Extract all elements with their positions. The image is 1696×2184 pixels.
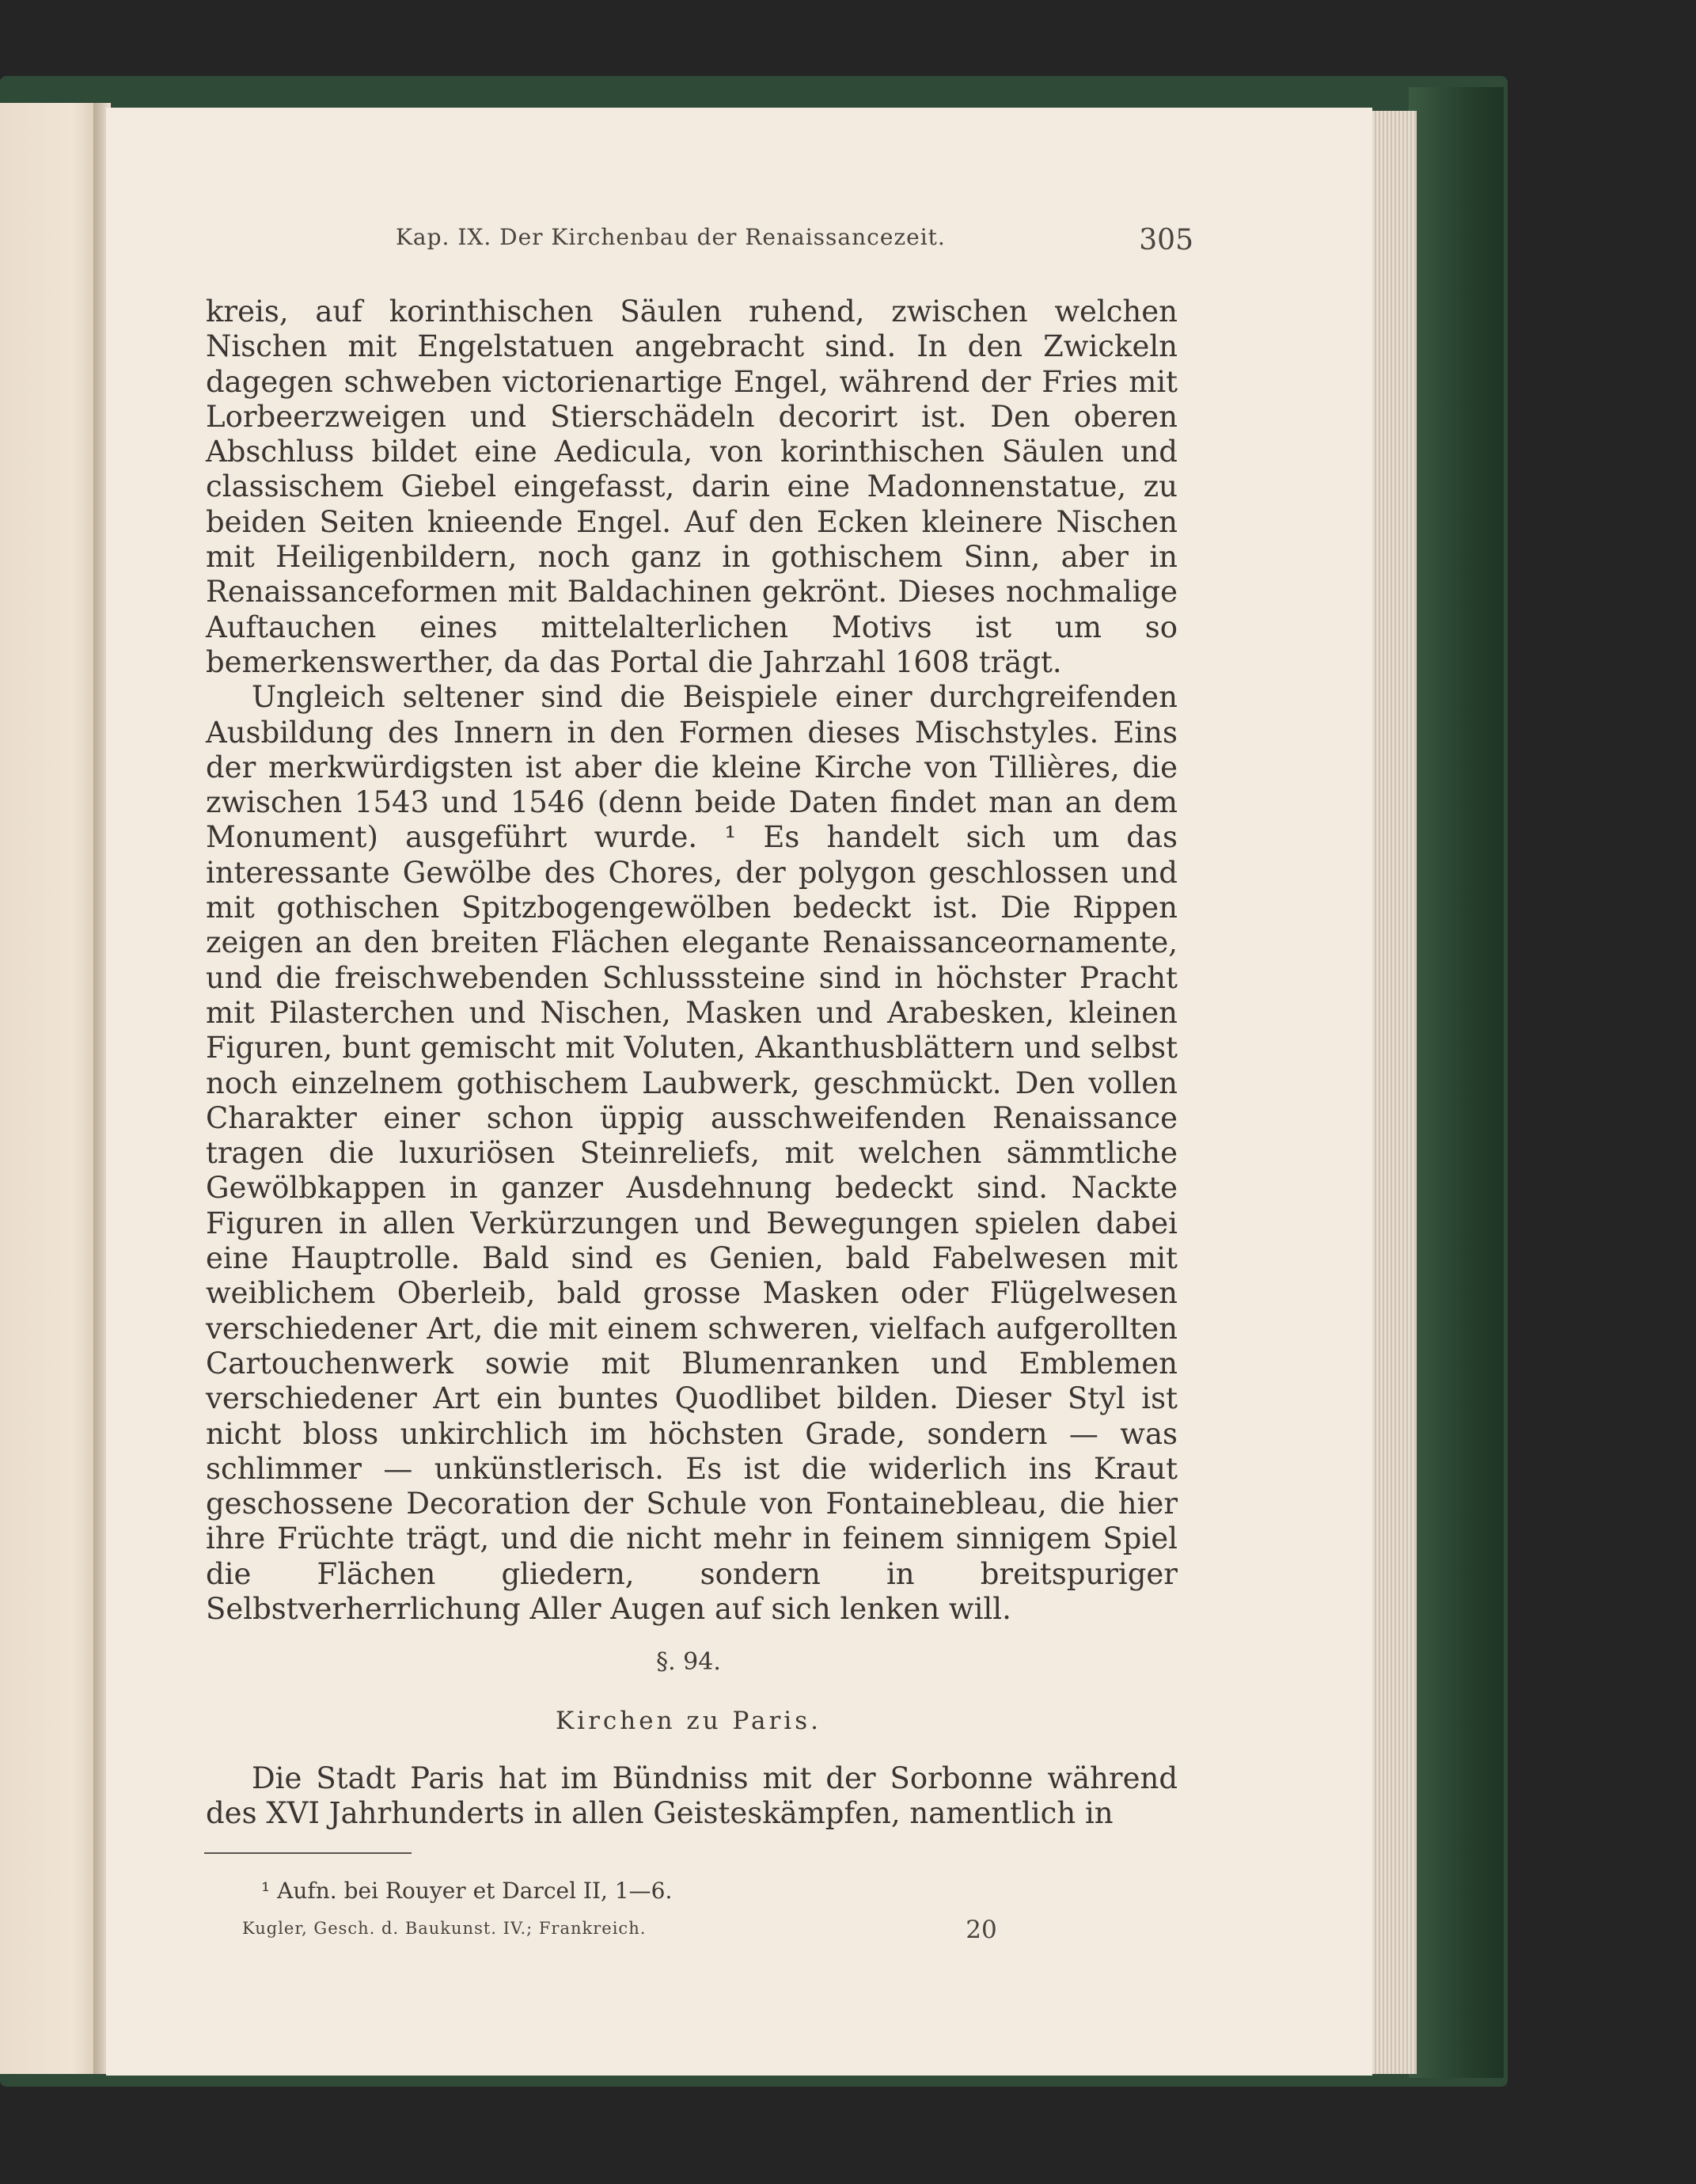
page-edges	[1372, 111, 1417, 2074]
section-title: Kirchen zu Paris.	[556, 1707, 821, 1735]
footnote: ¹ Aufn. bei Rouyer et Darcel II, 1—6.	[261, 1878, 673, 1904]
facing-page	[0, 103, 103, 2074]
paragraph: kreis, auf korinthischen Säulen ruhend, zwischen welchen Nischen mit Engelstatuen angebracht sind. In den Zwickeln dagegen schweben victorienartige Engel, während der Fries mit Lorbeerzweigen und Stierschädeln decorirt ist. Den oberen Abschluss bildet eine Aedicula, von korinthischen Säulen und classischem Giebel eingefasst, darin eine Madonnenstatue, zu beiden Seiten knieende Engel. Auf den Ecken kleinere Nischen mit Heiligenbildern, noch ganz in gothischem Sinn, aber in Renaissanceformen mit Baldachinen gekrönt. Dieses nochmalige Auftauchen eines mittelalterlichen Motivs ist um so bemerkenswerther, da das Portal die Jahrzahl 1608 trägt.	[206, 294, 1178, 679]
section-number: §. 94.	[656, 1648, 721, 1676]
section-text	[206, 1761, 1178, 1832]
paragraph: Die Stadt Paris hat im Bündniss mit der Sorbonne während des XVI Jahrhunderts in allen Geisteskämpfen, namentlich in	[206, 1761, 1178, 1831]
paragraph: Ungleich seltener sind die Beispiele einer durchgreifenden Ausbildung des Innern in den Formen dieses Mischstyles. Eins der merkwürdigsten ist aber die kleine Kirche von Tillières, die zwischen 1543 und 1546 (denn beide Daten findet man an dem Monument) ausgeführt wurde. ¹ Es handelt sich um das interessante Gewölbe des Chores, der polygon geschlossen und mit gothischen Spitzbogengewölben bedeckt ist. Die Rippen zeigen an den breiten Flächen elegante Renaissanceornamente, und die freischwebenden Schlusssteine sind in höchster Pracht mit Pilasterchen und Nischen, Masken und Arabesken, kleinen Figuren, bunt gemischt mit Voluten, Akanthusblättern und selbst noch einzelnem gothischem Laubwerk, geschmückt. Den vollen Charakter einer schon üppig ausschweifenden Renaissance tragen die luxuriösen Steinreliefs, mit welchen sämmtliche Gewölbkappen in ganzer Ausdehnung bedeckt sind. Nackte Figuren in allen Verkürzungen und Bewegungen spielen dabei eine Hauptrolle. Bald sind es Genien, bald Fabelwesen mit weiblichem Oberleib, bald grosse Masken oder Flügelwesen verschiedener Art, die mit einem schweren, vielfach aufgerollten Cartouchenwerk sowie mit Blumenranken und Emblemen verschiedener Art ein buntes Quodlibet bilden. Dieser Styl ist nicht bloss unkirchlich im höchsten Grade, sondern — was schlimmer — unkünstlerisch. Es ist die widerlich ins Kraut geschossene Decoration der Schule von Fontainebleau, die hier ihre Früchte trägt, und die nicht mehr in feinem sinnigem Spiel die Flächen gliedern, sondern in breitspuriger Selbstverherrlichung Aller Augen auf sich lenken will.	[206, 680, 1178, 1626]
signature-mark: 20	[966, 1916, 997, 1944]
running-title: Kap. IX. Der Kirchenbau der Renaissancezeit.	[396, 224, 946, 250]
footnote-rule	[204, 1852, 412, 1854]
body-text	[206, 294, 1178, 1627]
printer-signature: Kugler, Gesch. d. Baukunst. IV.; Frankreich.	[242, 1919, 647, 1938]
book-cover-edge	[1409, 87, 1504, 2078]
page-number: 305	[1139, 224, 1193, 256]
